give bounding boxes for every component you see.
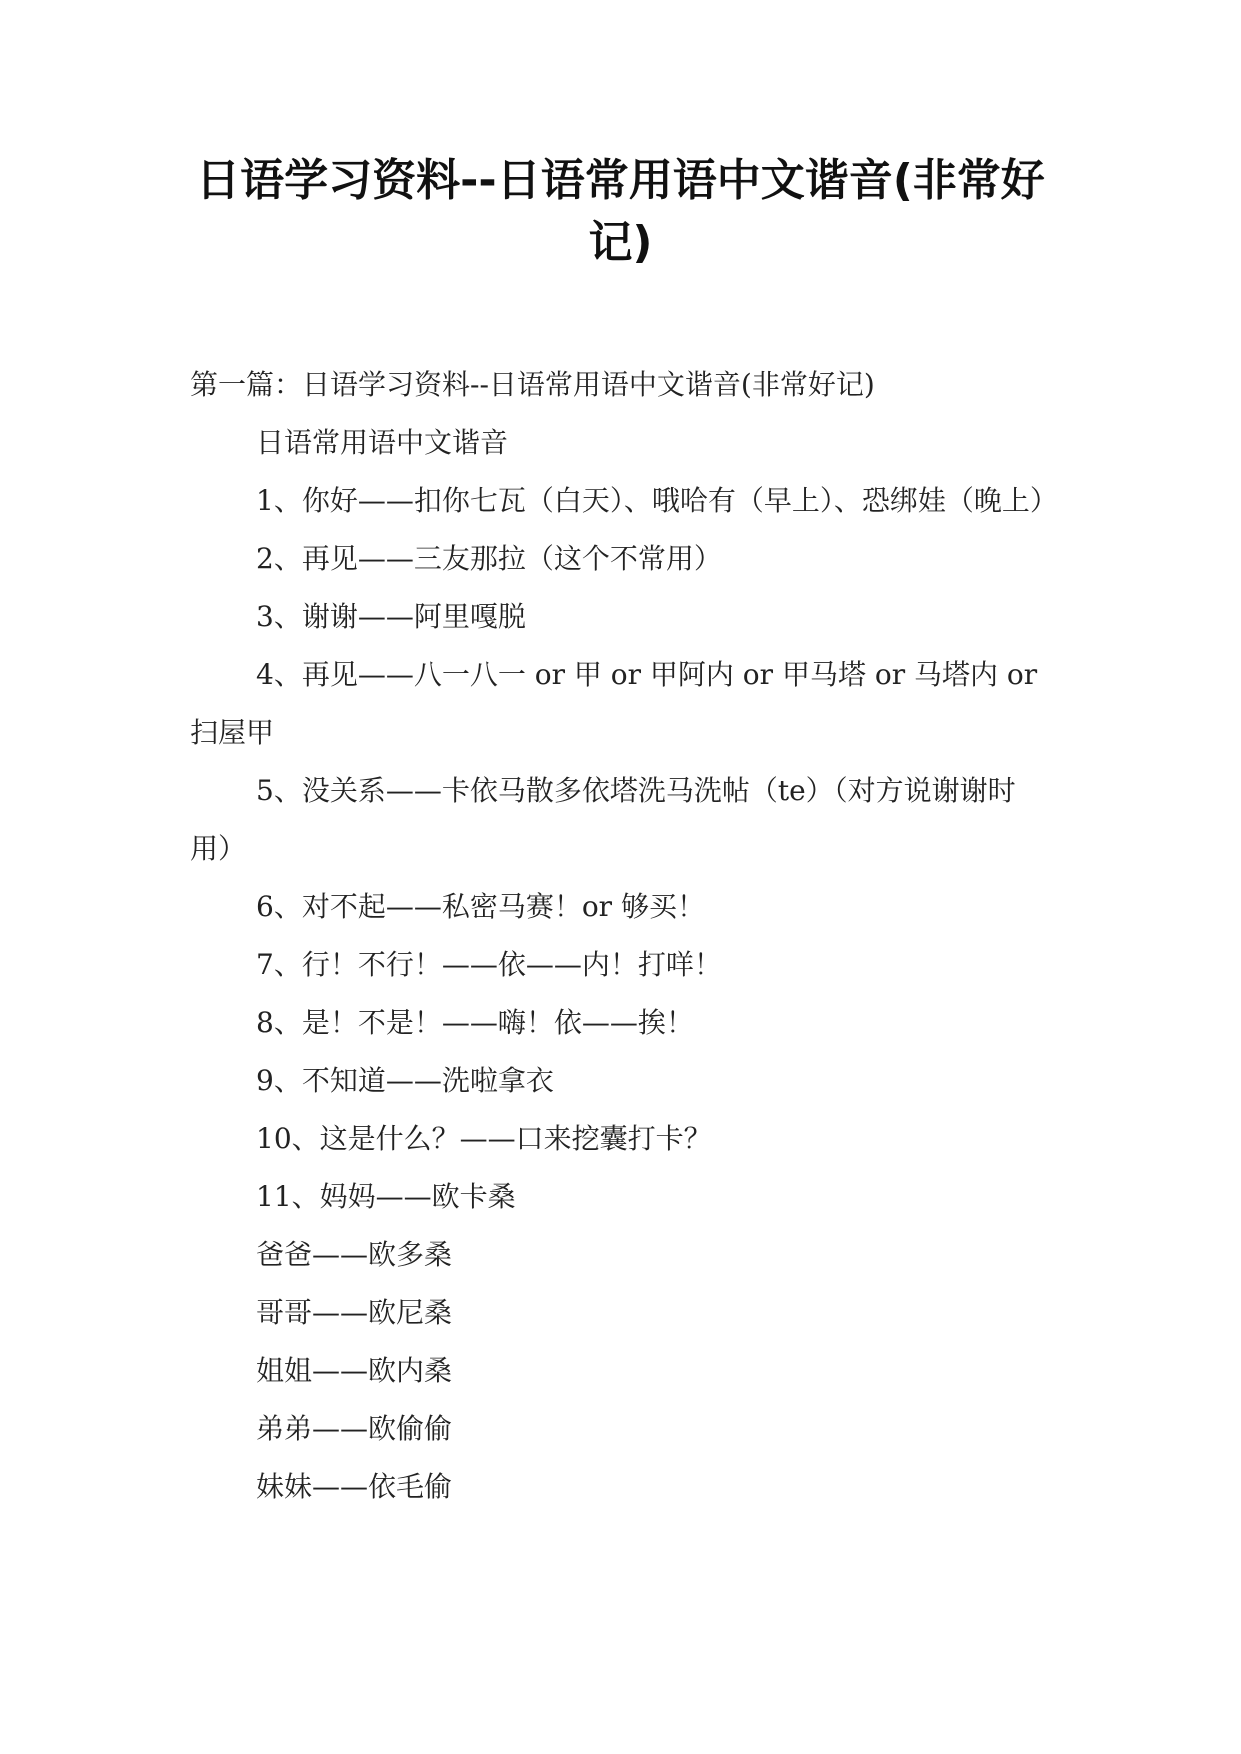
phrase-item: 5、没关系——卡依马散多依塔洗马洗帖（te）（对方说谢谢时用）: [190, 774, 1016, 865]
family-term-item: 爸爸——欧多桑: [256, 1238, 453, 1271]
phrase-item: 8、是！不是！——嗨！依——挨！: [256, 1006, 694, 1039]
section-heading: 第一篇：日语学习资料--日语常用语中文谐音(非常好记): [190, 368, 875, 401]
family-term-item: 妹妹——依毛偷: [256, 1470, 453, 1503]
phrase-item: 4、再见——八一八一 or 甲 or 甲阿内 or 甲马塔 or 马塔内 or 扫屋甲: [190, 658, 1038, 749]
phrase-item: 2、再见——三友那拉（这个不常用）: [256, 542, 722, 575]
phrase-item: 7、行！不行！——依——内！打咩！: [256, 948, 722, 981]
section-subtitle: 日语常用语中文谐音: [256, 426, 509, 459]
document-title: 日语学习资料--日语常用语中文谐音(非常好记): [196, 155, 1045, 268]
family-term-item: 姐姐——欧内桑: [256, 1354, 453, 1387]
document-body: [190, 356, 1058, 1516]
family-term-item: 哥哥——欧尼桑: [256, 1296, 453, 1329]
phrase-item: 6、对不起——私密马赛！or 够买！: [256, 890, 705, 923]
phrase-item: 11、妈妈——欧卡桑: [256, 1180, 516, 1213]
family-term-item: 弟弟——欧偷偷: [256, 1412, 453, 1445]
phrase-item: 3、谢谢——阿里嘎脱: [256, 600, 526, 633]
phrase-item: 10、这是什么？——口来挖囊打卡？: [256, 1122, 712, 1155]
phrase-item: 1、你好——扣你七瓦（白天）、哦哈有（早上）、恐绑娃（晚上）: [256, 484, 1058, 517]
phrase-item: 9、不知道——洗啦拿衣: [256, 1064, 554, 1097]
